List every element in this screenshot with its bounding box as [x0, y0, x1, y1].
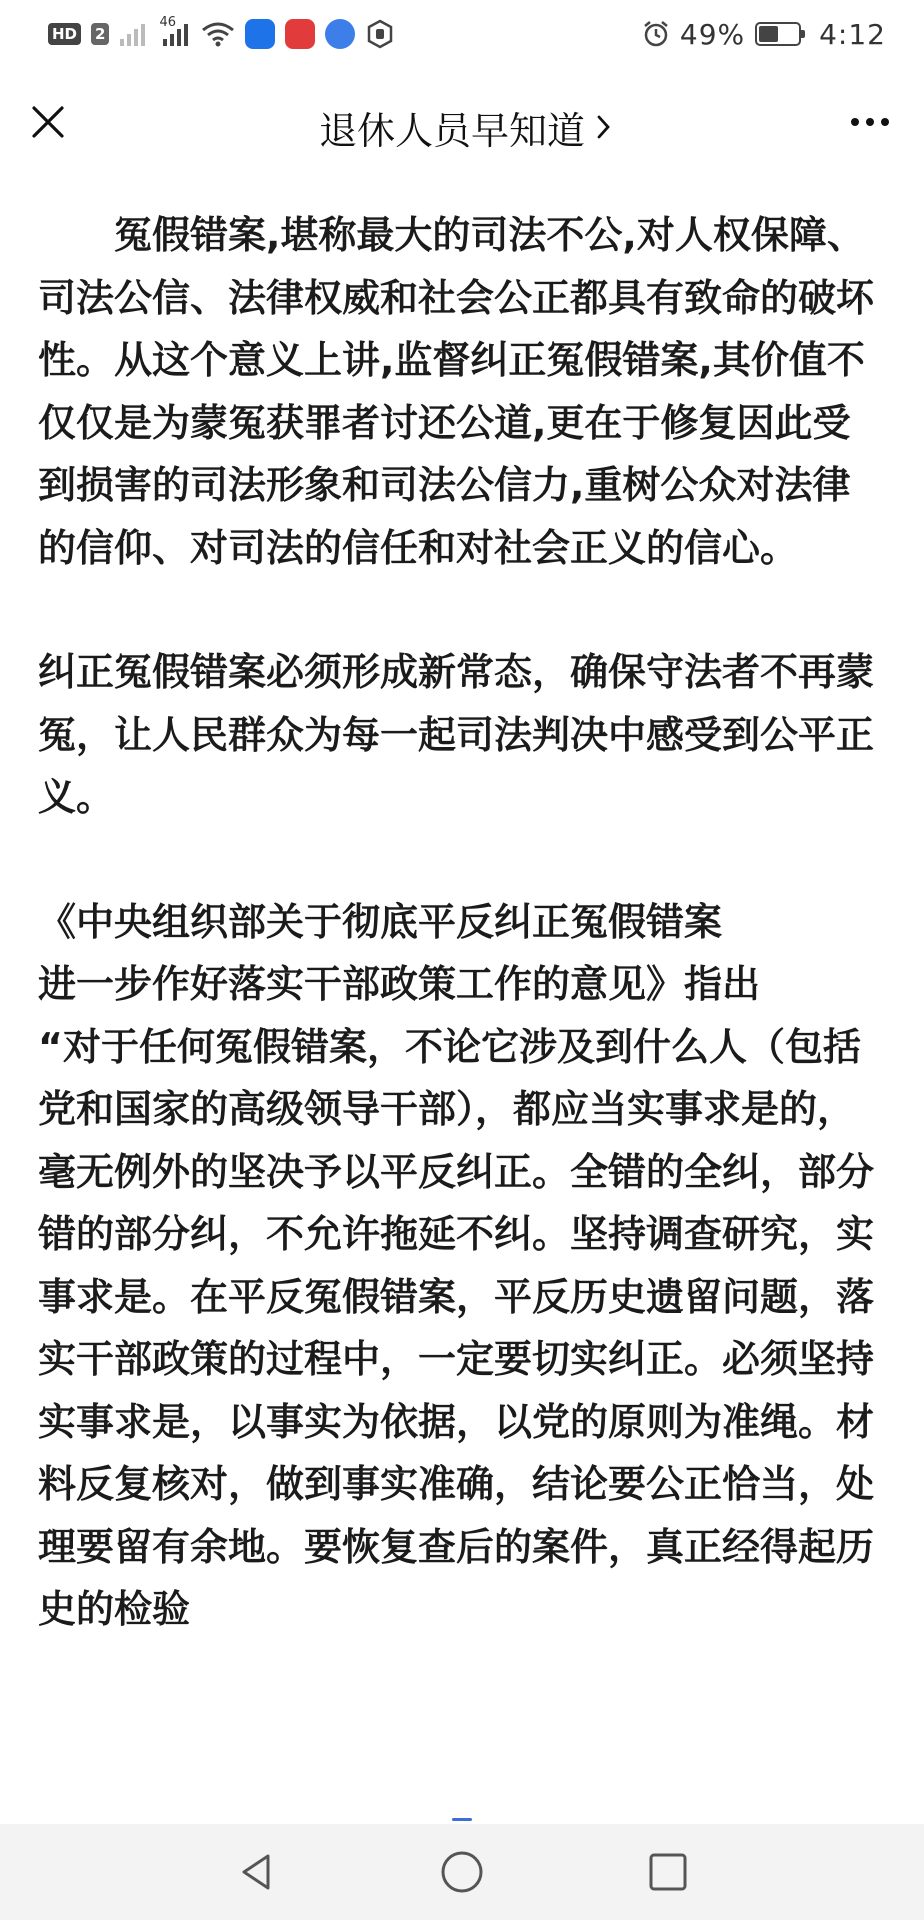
chevron-right-icon	[595, 112, 613, 142]
status-right	[642, 18, 886, 51]
more-dot-icon	[851, 118, 859, 126]
signal-4g-icon	[159, 15, 191, 47]
sim-badge: 2	[91, 23, 109, 45]
close-icon	[30, 104, 66, 140]
recents-button[interactable]	[640, 1844, 696, 1900]
article-paragraph: 进一步作好落实干部政策工作的意见》指出	[38, 962, 761, 1006]
account-title-link[interactable]	[319, 100, 613, 155]
close-button[interactable]	[24, 98, 72, 146]
article-paragraph: 纠正冤假错案必须形成新常态，确保守法者不再蒙冤，让人民群众为每一起司法判决中感受到公平正义。	[38, 650, 875, 819]
system-navigation-bar	[0, 1824, 924, 1920]
recents-square-icon	[647, 1851, 689, 1893]
more-dot-icon	[866, 118, 874, 126]
status-left	[48, 15, 395, 49]
page-title: 退休人员早知道	[318, 108, 585, 153]
app-blue-icon	[325, 19, 355, 49]
paragraph-gap	[38, 579, 888, 641]
back-triangle-icon	[234, 1850, 278, 1894]
app-bulb-icon	[245, 19, 275, 49]
wifi-icon	[201, 21, 235, 47]
article-paragraph: 《中央组织部关于彻底平反纠正冤假错案	[38, 899, 723, 944]
status-bar	[0, 0, 924, 68]
battery-percentage: 49%	[679, 17, 746, 51]
back-button[interactable]	[228, 1844, 284, 1900]
scroll-indicator	[452, 1818, 472, 1821]
title-bar	[0, 68, 924, 186]
paragraph-gap	[38, 829, 888, 891]
article-quote: “对于任何冤假错案，不论它涉及到什么人（包括党和国家的高级领导干部），都应当实事求是的，毫无例外的坚决予以平反纠正。全错的全纠，部分错的部分纠，不允许拖延不纠。坚持调查研究，实事求是。在平反冤假错案，平反历史遗留问题，落实干部政策的过程中，一定要切实纠正。必须坚持实事求是，以事实为依据，以党的原则为准绳。材料反复核对，做到事实准确，结论要公正恰当，处理要留有余地。要恢复查后的案件，真正经得起历史的检验	[38, 1024, 875, 1631]
article-body	[38, 204, 888, 1641]
home-circle-icon	[439, 1849, 485, 1895]
battery-level	[759, 26, 778, 42]
clock-time: 4:12	[819, 17, 886, 51]
more-dot-icon	[881, 118, 889, 126]
signal-icon	[119, 21, 149, 47]
app-red-icon	[285, 19, 315, 49]
network-label: 46	[159, 15, 176, 30]
article-paragraph: 冤假错案,堪称最大的司法不公,对人权保障、司法公信、法律权威和社会公正都具有致命的破坏性。从这个意义上讲,监督纠正冤假错案,其价值不仅仅是为蒙冤获罪者讨还公道,更在于修复因此受到损害的司法形象和司法公信力,重树公众对法律的信仰、对司法的信任和对社会正义的信心。	[38, 213, 875, 570]
home-button[interactable]	[434, 1844, 490, 1900]
hd-icon: HD	[48, 23, 81, 45]
battery-icon	[755, 22, 801, 46]
more-options-button[interactable]	[842, 98, 898, 146]
alarm-icon	[642, 20, 670, 48]
app-hand-icon	[365, 19, 395, 49]
